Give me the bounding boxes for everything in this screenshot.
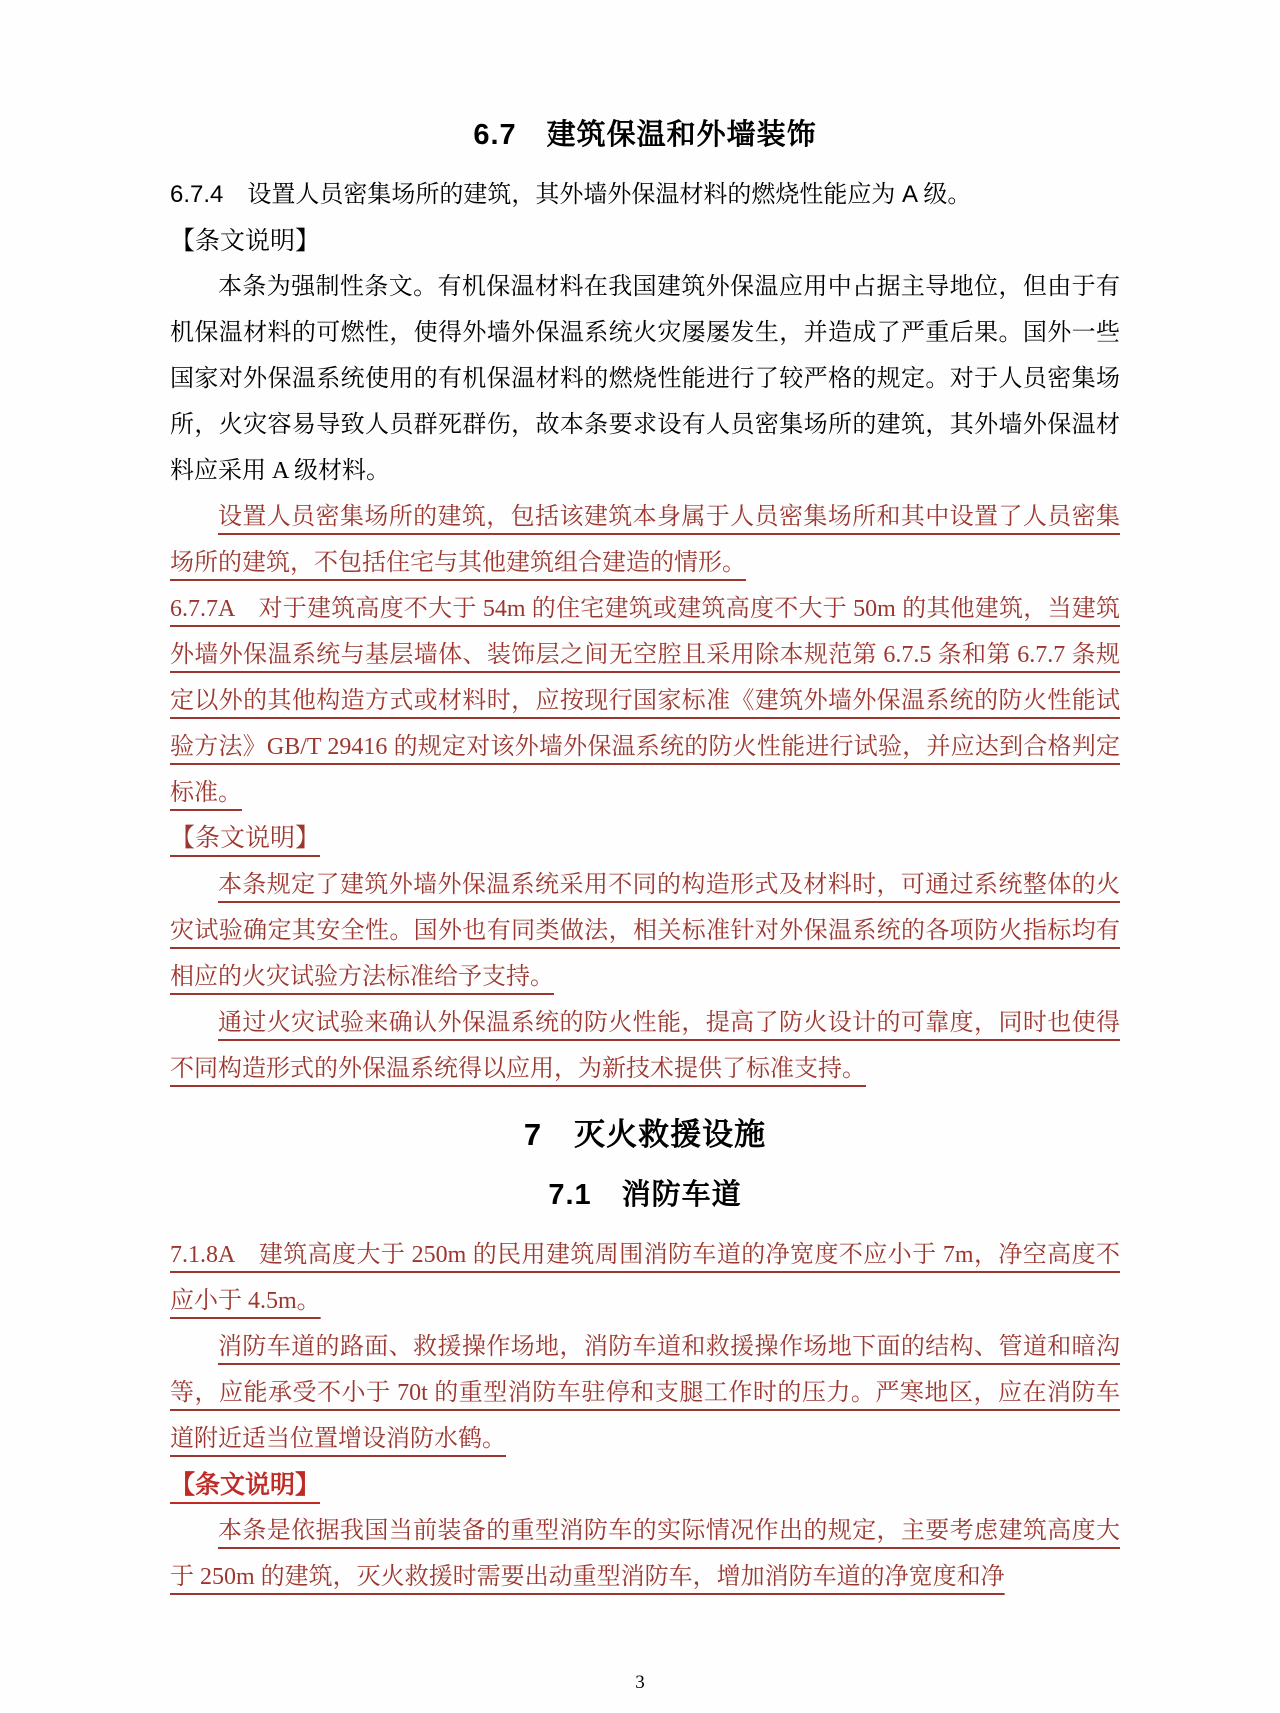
note-label-red-bold: 【条文说明】 — [170, 1471, 321, 1499]
paragraph-6-7-7A-explanation-2: 通过火灾试验来确认外保温系统的防火性能，提高了防火设计的可靠度，同时也使得不同构造形式的外保温系统得以应用，为新技术提供了标准支持。 — [170, 1010, 1120, 1082]
clause-7-1-8A: 7.1.8A 建筑高度大于 250m 的民用建筑周围消防车道的净宽度不应小于 7m，净空高度不应小于 4.5m。 — [170, 1242, 1120, 1314]
section-heading-6-7: 6.7 建筑保温和外墙装饰 — [473, 119, 817, 151]
paragraph-6-7-4-addition: 设置人员密集场所的建筑，包括该建筑本身属于人员密集场所和其中设置了人员密集场所的建筑，不包括住宅与其他建筑组合建造的情形。 — [170, 504, 1120, 576]
page-number: 3 — [635, 1672, 645, 1693]
paragraph-6-7-7A-explanation-1: 本条规定了建筑外墙外保温系统采用不同的构造形式及材料时，可通过系统整体的火灾试验确定其安全性。国外也有同类做法，相关标准针对外保温系统的各项防火指标均有相应的火灾试验方法标准给予支持。 — [170, 872, 1120, 990]
chapter-heading-7: 7 灭火救援设施 — [523, 1117, 767, 1152]
paragraph-7-1-8A-continued: 消防车道的路面、救援操作场地，消防车道和救援操作场地下面的结构、管道和暗沟等，应能承受不小于 70t 的重型消防车驻停和支腿工作时的压力。严寒地区，应在消防车道附近适当位置增设消防水鹤。 — [170, 1334, 1120, 1452]
clause-6-7-4: 6.7.4 设置人员密集场所的建筑，其外墙外保温材料的燃烧性能应为 A 级。 — [170, 181, 972, 208]
note-label-black: 【条文说明】 — [170, 227, 321, 255]
paragraph-7-1-8A-explanation: 本条是依据我国当前装备的重型消防车的实际情况作出的规定，主要考虑建筑高度大于 250m 的建筑，灭火救援时需要出动重型消防车，增加消防车道的净宽度和净 — [170, 1518, 1120, 1590]
section-heading-7-1: 7.1 消防车道 — [548, 1179, 742, 1211]
note-label-red: 【条文说明】 — [170, 825, 321, 852]
paragraph-6-7-4-explanation: 本条为强制性条文。有机保温材料在我国建筑外保温应用中占据主导地位，但由于有机保温材料的可燃性，使得外墙外保温系统火灾屡屡发生，并造成了严重后果。国外一些国家对外保温系统使用的有机保温材料的燃烧性能进行了较严格的规定。对于人员密集场所，火灾容易导致人员群死群伤，故本条要求设有人员密集场所的建筑，其外墙外保温材料应采用 A 级材料。 — [170, 274, 1120, 484]
clause-6-7-7A: 6.7.7A 对于建筑高度不大于 54m 的住宅建筑或建筑高度不大于 50m 的其他建筑，当建筑外墙外保温系统与基层墙体、装饰层之间无空腔且采用除本规范第 6.7.5 条和第 6.7.7 条规定以外的其他构造方式或材料时，应按现行国家标准《建筑外墙外保温系统的防火性能试验方法》GB/T 29416 的规定对该外墙外保温系统的防火性能进行试验，并应达到合格判定标准。 — [170, 596, 1120, 806]
